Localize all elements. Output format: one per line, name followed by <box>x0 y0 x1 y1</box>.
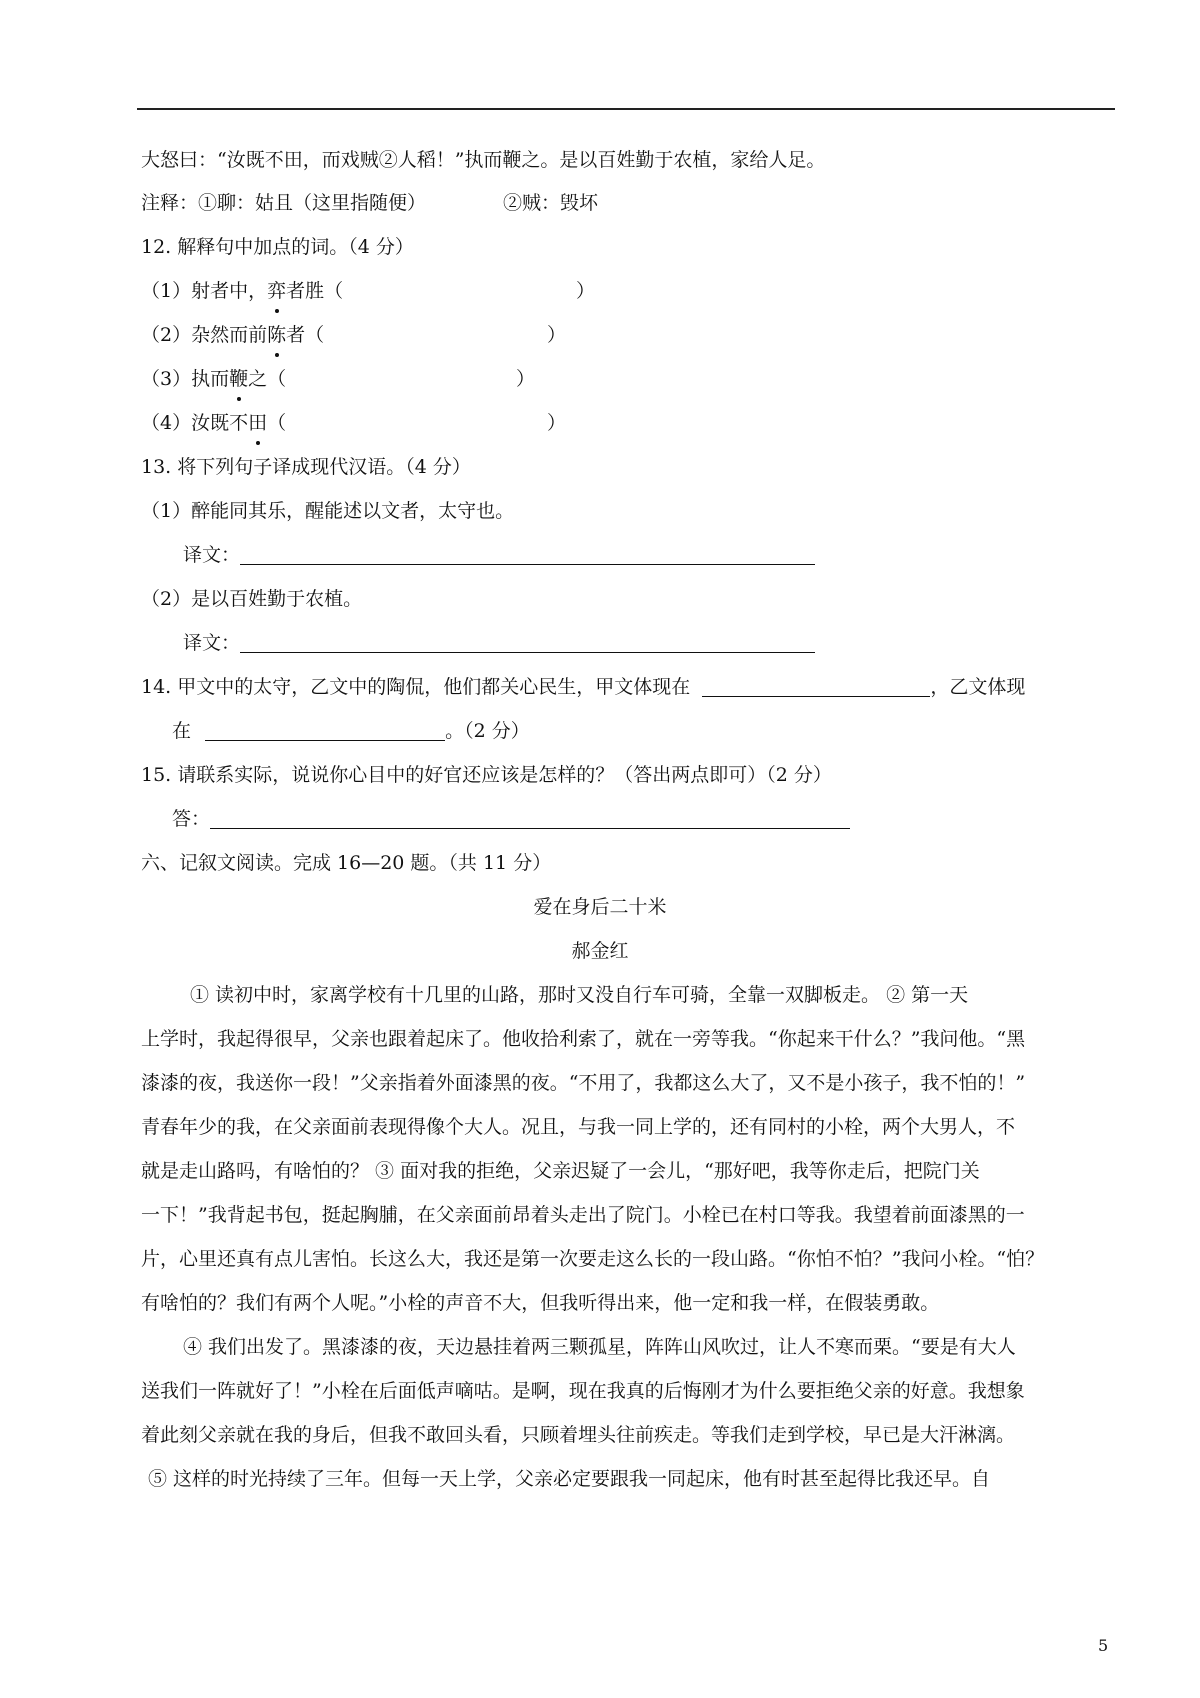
answer-blank[interactable] <box>240 632 815 653</box>
question-12-4: （4）汝既不田（ <box>141 412 287 434</box>
question-15: 15. 请联系实际，说说你心目中的好官还应该是怎样的？（答出两点即可）（2 分） <box>141 764 832 786</box>
text-line: 大怒曰：“汝既不田，而戏贼②人稻！”执而鞭之。是以百姓勤于农植，家给人足。 <box>141 149 826 171</box>
dotted-char: 陈 <box>267 324 287 346</box>
question-13: 13. 将下列句子译成现代汉语。（4 分） <box>141 456 471 478</box>
paragraph-line: 送我们一阵就好了！”小栓在后面低声嘀咕。是啊，现在我真的后悔刚才为什么要拒绝父亲的好意。我想象 <box>141 1380 1025 1402</box>
article-author: 郝金红 <box>571 940 629 962</box>
question-12-1: （1）射者中，弈者胜（ <box>141 280 344 302</box>
dotted-char: 弈 <box>267 280 287 302</box>
note-1: 注释：①聊：姑且（这里指随便） <box>141 192 427 214</box>
answer-blank[interactable] <box>240 544 815 565</box>
answer-blank[interactable] <box>702 676 930 697</box>
page-number: 5 <box>1098 1636 1109 1655</box>
question-13-2: （2）是以百姓勤于农植。 <box>141 588 363 610</box>
question-13-1: （1）醉能同其乐，醒能述以文者，太守也。 <box>141 500 515 522</box>
question-14: 14. 甲文中的太守，乙文中的陶侃，他们都关心民生，甲文体现在 ，乙文体现 <box>141 676 1026 698</box>
header-rule <box>137 108 1115 110</box>
paragraph-line: 就是走山路吗，有啥怕的？ ③ 面对我的拒绝，父亲迟疑了一会儿，“那好吧，我等你走后，把院门关 <box>141 1160 980 1182</box>
paragraph-line: ⑤ 这样的时光持续了三年。但每一天上学，父亲必定要跟我一同起床，他有时甚至起得比我还早。自 <box>148 1468 991 1490</box>
paren-close: ） <box>576 280 596 302</box>
question-14-cont: 在 。（2 分） <box>172 720 530 742</box>
paragraph-line: 着此刻父亲就在我的身后，但我不敢回头看，只顾着埋头往前疾走。等我们走到学校，早已是大汗淋漓。 <box>141 1424 1016 1446</box>
paren-close: ） <box>547 412 567 434</box>
question-12-3: （3）执而鞭之（ <box>141 368 287 390</box>
question-12-2: （2）杂然而前陈者（ <box>141 324 325 346</box>
dotted-char: 鞭 <box>229 368 249 390</box>
article-title: 爱在身后二十米 <box>533 896 667 918</box>
section-heading: 六、记叙文阅读。完成 16—20 题。（共 11 分） <box>141 852 552 874</box>
paragraph-line: 一下！”我背起书包，挺起胸脯，在父亲面前昂着头走出了院门。小栓已在村口等我。我望着前面漆黑的一 <box>141 1204 1025 1226</box>
answer-blank[interactable] <box>210 808 850 829</box>
paragraph-line: 片，心里还真有点儿害怕。长这么大，我还是第一次要走这么长的一段山路。“你怕不怕？”我问小栓。“怕？ <box>141 1248 1045 1270</box>
translation-line-2: 译文： <box>183 630 815 656</box>
question-12: 12. 解释句中加点的词。（4 分） <box>141 236 414 258</box>
dotted-char: 田 <box>248 412 268 434</box>
answer-blank[interactable] <box>205 720 445 741</box>
paragraph-line: ① 读初中时，家离学校有十几里的山路，那时又没自行车可骑，全靠一双脚板走。 ② 第一天 <box>190 984 969 1006</box>
answer-line: 答： <box>172 806 850 832</box>
paren-close: ） <box>516 368 536 390</box>
paren-close: ） <box>547 324 567 346</box>
translation-line-1: 译文： <box>183 542 815 568</box>
paragraph-line: 有啥怕的？我们有两个人呢。”小栓的声音不大，但我听得出来，他一定和我一样，在假装勇敢。 <box>141 1292 940 1314</box>
paragraph-line: 青春年少的我，在父亲面前表现得像个大人。况且，与我一同上学的，还有同村的小栓，两个大男人，不 <box>141 1116 1016 1138</box>
note-2: ②贼：毁坏 <box>503 192 599 214</box>
paragraph-line: 漆漆的夜，我送你一段！”父亲指着外面漆黑的夜。“不用了，我都这么大了，又不是小孩子，我不怕的！” <box>141 1072 1026 1094</box>
paragraph-line: 上学时，我起得很早，父亲也跟着起床了。他收拾利索了，就在一旁等我。“你起来干什么？”我问他。“黑 <box>141 1028 1026 1050</box>
paragraph-line: ④ 我们出发了。黑漆漆的夜，天边悬挂着两三颗孤星，阵阵山风吹过，让人不寒而栗。“要是有大人 <box>183 1336 1016 1358</box>
